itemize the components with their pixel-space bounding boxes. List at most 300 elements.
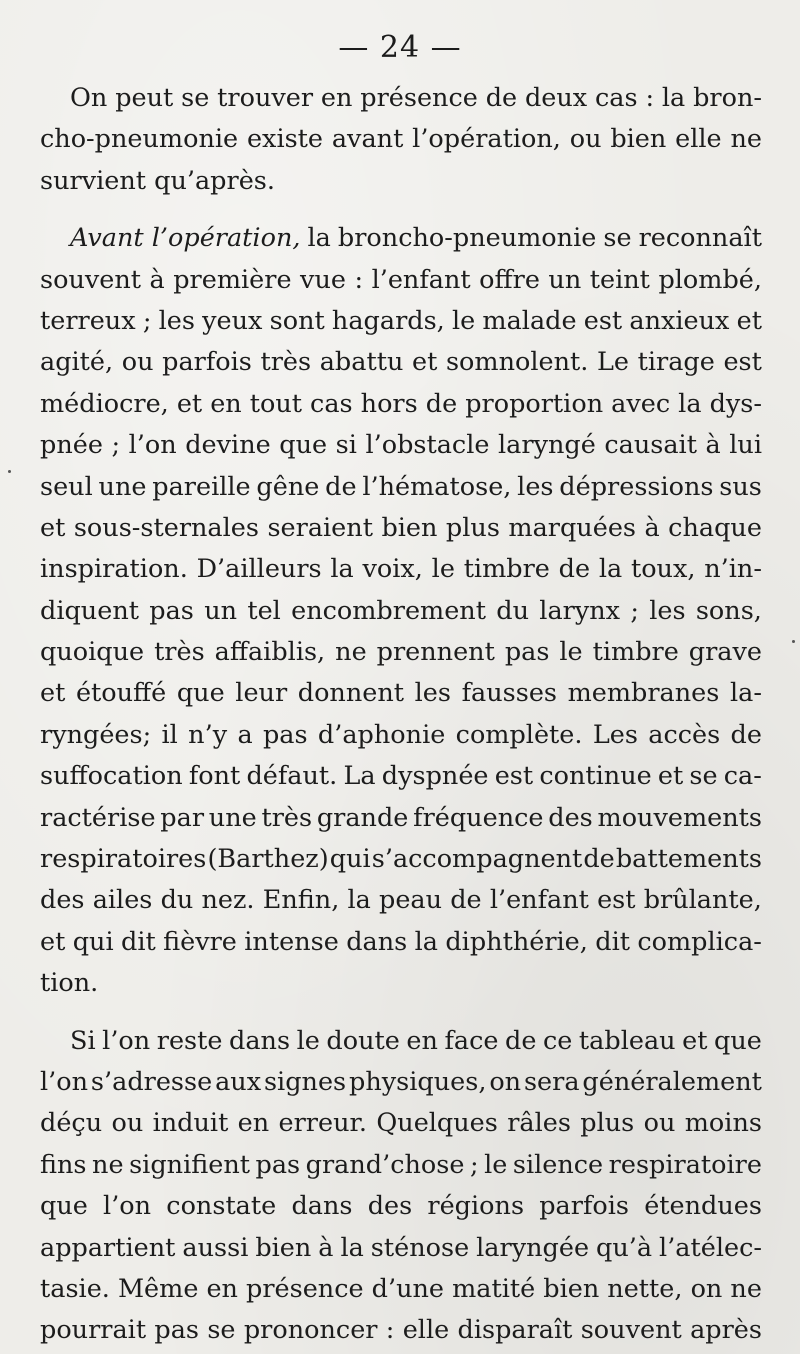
word: le bbox=[296, 1025, 320, 1056]
word: se bbox=[207, 1315, 236, 1346]
word: est bbox=[723, 347, 762, 378]
word: : bbox=[354, 264, 364, 295]
word: : bbox=[385, 1315, 395, 1346]
word: constate bbox=[166, 1191, 277, 1222]
word: du bbox=[496, 595, 530, 626]
word: erreur. bbox=[278, 1108, 368, 1139]
word: et bbox=[40, 512, 66, 543]
word: diquent bbox=[40, 595, 139, 626]
word: bien bbox=[610, 124, 667, 155]
text-line bbox=[40, 1021, 762, 1062]
word: de bbox=[505, 1025, 537, 1056]
word: : bbox=[645, 83, 655, 113]
word: deux bbox=[524, 83, 588, 113]
word: la bbox=[330, 554, 354, 585]
text-line bbox=[40, 1269, 762, 1310]
word: sont bbox=[269, 305, 325, 336]
word: pas bbox=[255, 1149, 301, 1180]
word: ne bbox=[92, 1149, 124, 1180]
word: tasie. bbox=[40, 1273, 110, 1304]
paragraph-2 bbox=[40, 218, 762, 1004]
word: et bbox=[736, 305, 762, 336]
word: dans bbox=[229, 1025, 291, 1056]
word: les bbox=[414, 678, 451, 709]
word: l’obstacle bbox=[365, 430, 490, 461]
word: pareille bbox=[152, 471, 251, 502]
word: se bbox=[603, 223, 632, 254]
word: d’une bbox=[371, 1273, 445, 1304]
word: en bbox=[320, 83, 353, 113]
word: aussi bbox=[182, 1232, 249, 1263]
word: les bbox=[517, 471, 554, 502]
word: ne bbox=[730, 1273, 762, 1304]
word: ailes bbox=[92, 885, 153, 916]
word: à bbox=[149, 264, 165, 295]
word: généralement bbox=[582, 1066, 762, 1097]
word: et bbox=[682, 1025, 708, 1056]
word: hagards, bbox=[331, 305, 445, 336]
word: dans bbox=[291, 1191, 353, 1222]
word: quoique bbox=[40, 637, 145, 668]
word: n’y bbox=[188, 719, 228, 750]
word: l’enfant bbox=[489, 885, 589, 916]
text-line bbox=[40, 632, 762, 673]
text-line bbox=[40, 119, 762, 160]
word: le bbox=[431, 554, 455, 585]
word: ne bbox=[335, 637, 367, 668]
word: souvent bbox=[580, 1315, 682, 1346]
word: encombrement bbox=[291, 595, 486, 626]
word: reconnaît bbox=[638, 223, 762, 254]
word: D’ailleurs bbox=[196, 554, 322, 585]
word: la bbox=[678, 388, 702, 419]
paragraph-3 bbox=[40, 1021, 762, 1352]
word: ou bbox=[111, 1108, 144, 1139]
text-line bbox=[40, 1310, 762, 1351]
word: a bbox=[237, 719, 253, 750]
word: ; bbox=[630, 595, 639, 626]
word: existe bbox=[246, 124, 324, 155]
word: et bbox=[657, 761, 684, 792]
word: somnolent. bbox=[445, 347, 589, 378]
word: dit bbox=[595, 926, 630, 957]
word: et bbox=[40, 926, 66, 957]
word: gêne bbox=[256, 471, 320, 502]
word: La bbox=[343, 761, 376, 792]
word: tableau bbox=[578, 1025, 676, 1056]
word: continue bbox=[539, 761, 652, 792]
word: malade bbox=[482, 305, 577, 336]
word: l’on bbox=[103, 1191, 152, 1222]
word: parfois bbox=[539, 1191, 629, 1222]
text-line bbox=[40, 1228, 762, 1269]
word: complica- bbox=[637, 926, 762, 957]
word: ractérise bbox=[40, 802, 156, 833]
word: dépressions bbox=[559, 471, 714, 502]
word: toux, bbox=[630, 554, 696, 585]
word: par bbox=[160, 802, 205, 833]
word: tirage bbox=[637, 347, 715, 378]
word: médiocre, bbox=[40, 388, 169, 419]
word: diphthérie, bbox=[445, 926, 588, 957]
word: le bbox=[484, 1149, 508, 1180]
text-line bbox=[40, 798, 762, 839]
word: s’adresse bbox=[90, 1066, 213, 1097]
word: font bbox=[188, 761, 241, 792]
text-line bbox=[40, 922, 762, 963]
word: on bbox=[690, 1273, 723, 1304]
word: l’opération, bbox=[412, 124, 561, 155]
word: se bbox=[181, 83, 210, 113]
word: pas bbox=[149, 595, 194, 626]
word: que bbox=[714, 1025, 762, 1056]
word: peut bbox=[115, 83, 174, 113]
text-line bbox=[40, 715, 762, 756]
word: lui bbox=[729, 430, 762, 461]
word: tout bbox=[249, 388, 303, 419]
word: reste bbox=[156, 1025, 223, 1056]
word: des bbox=[548, 802, 593, 833]
word: proportion bbox=[465, 388, 604, 419]
word: avant bbox=[331, 124, 404, 155]
word: la bbox=[414, 926, 438, 957]
word: ne bbox=[730, 124, 762, 155]
word: plombé, bbox=[658, 264, 762, 295]
word: défaut. bbox=[246, 761, 338, 792]
word: Quelques bbox=[376, 1108, 498, 1139]
word: que bbox=[176, 678, 225, 709]
word: dys- bbox=[709, 388, 762, 419]
word: de bbox=[558, 554, 591, 585]
word: on bbox=[489, 1066, 522, 1097]
word: et bbox=[40, 678, 66, 709]
word: ou bbox=[643, 1108, 676, 1139]
word: peau bbox=[379, 885, 443, 916]
word: étendues bbox=[644, 1191, 762, 1222]
word: grave bbox=[688, 637, 762, 668]
word: ; bbox=[111, 430, 121, 461]
word: Même bbox=[117, 1273, 199, 1304]
word: vue bbox=[300, 264, 346, 295]
word: cho-pneumonie bbox=[40, 124, 239, 155]
word: pas bbox=[504, 637, 550, 668]
text-line bbox=[40, 591, 762, 632]
word: seul bbox=[40, 471, 93, 502]
word: après bbox=[690, 1315, 762, 1346]
word: très bbox=[261, 802, 313, 833]
word: sténose bbox=[370, 1232, 470, 1263]
word: teint bbox=[589, 264, 650, 295]
word: dit bbox=[121, 926, 156, 957]
word: affaiblis, bbox=[214, 637, 326, 668]
word: la bbox=[347, 885, 371, 916]
word: si bbox=[335, 430, 357, 461]
word: disparaît bbox=[457, 1315, 573, 1346]
word: pnée bbox=[40, 430, 103, 461]
word: respiratoire bbox=[608, 1149, 762, 1180]
word: fièvre bbox=[163, 926, 237, 957]
word: elle bbox=[402, 1315, 450, 1346]
word: ce bbox=[543, 1025, 573, 1056]
word: chaque bbox=[668, 512, 762, 543]
text-line bbox=[40, 78, 762, 119]
text-line bbox=[40, 549, 762, 590]
word: timbre bbox=[463, 554, 550, 585]
margin-speck bbox=[792, 640, 795, 643]
text-line bbox=[40, 1103, 762, 1144]
word: de bbox=[425, 388, 458, 419]
word: respiratoires bbox=[40, 844, 207, 875]
word: grande bbox=[316, 802, 409, 833]
text-line bbox=[40, 260, 762, 301]
word: bien bbox=[255, 1232, 312, 1263]
text-line bbox=[40, 384, 762, 425]
word: dans bbox=[346, 926, 408, 957]
word: trouver bbox=[217, 83, 314, 113]
word: yeux bbox=[202, 305, 263, 336]
word: une bbox=[98, 471, 147, 502]
body-text bbox=[40, 78, 762, 1352]
word: se bbox=[689, 761, 718, 792]
word: inspiration. bbox=[40, 554, 188, 585]
word: très bbox=[154, 637, 205, 668]
word: nez. bbox=[201, 885, 255, 916]
word: pourrait bbox=[40, 1315, 147, 1346]
word: la- bbox=[729, 678, 762, 709]
word: complète. bbox=[455, 719, 583, 750]
word: la bbox=[661, 83, 686, 113]
word: ou bbox=[121, 347, 154, 378]
text-line bbox=[40, 342, 762, 383]
word: avec bbox=[611, 388, 671, 419]
word: silence bbox=[512, 1149, 604, 1180]
word: physiques, bbox=[349, 1066, 487, 1097]
word: ou bbox=[569, 124, 602, 155]
word: en bbox=[237, 1108, 270, 1139]
word: de bbox=[325, 471, 357, 502]
text-line bbox=[40, 1145, 762, 1186]
word: larynx bbox=[539, 595, 621, 626]
word: râles bbox=[507, 1108, 571, 1139]
word: qui bbox=[72, 926, 114, 957]
word: qu’à bbox=[596, 1232, 653, 1263]
word: présence bbox=[360, 83, 478, 113]
word: de bbox=[485, 83, 518, 113]
word: prononcer bbox=[243, 1315, 378, 1346]
word: ; bbox=[142, 305, 152, 336]
word: intense bbox=[244, 926, 339, 957]
word: en bbox=[406, 1025, 438, 1056]
text-line bbox=[40, 1186, 762, 1227]
text-line bbox=[40, 880, 762, 921]
word: Si bbox=[70, 1025, 96, 1056]
word: l’hématose, bbox=[362, 471, 512, 502]
word: pas bbox=[262, 719, 308, 750]
word: battements bbox=[615, 844, 762, 875]
page-number: — 24 — bbox=[338, 30, 462, 65]
text-line: tion. bbox=[40, 968, 99, 999]
word: plus bbox=[445, 512, 500, 543]
word: des bbox=[367, 1191, 413, 1222]
word: causait bbox=[604, 430, 697, 461]
word: qui bbox=[329, 844, 371, 875]
word: elle bbox=[675, 124, 722, 155]
word: pas bbox=[154, 1315, 200, 1346]
word: devine bbox=[185, 430, 271, 461]
word: le bbox=[451, 305, 476, 336]
word: donnent bbox=[297, 678, 405, 709]
word: à bbox=[318, 1232, 334, 1263]
word: déçu bbox=[40, 1108, 103, 1139]
word: bron- bbox=[693, 83, 762, 113]
word: Le bbox=[596, 347, 630, 378]
word: de bbox=[730, 719, 762, 750]
word: fréquence bbox=[413, 802, 544, 833]
word: et bbox=[412, 347, 438, 378]
word: dyspnée bbox=[381, 761, 489, 792]
word: l’enfant bbox=[371, 264, 471, 295]
word: un bbox=[204, 595, 238, 626]
word: aux bbox=[215, 1066, 262, 1097]
word: présence bbox=[246, 1273, 364, 1304]
word: doute bbox=[326, 1025, 400, 1056]
word: membranes bbox=[567, 678, 720, 709]
text-line: survient qu’après. bbox=[40, 165, 275, 196]
word: plus bbox=[580, 1108, 635, 1139]
text-line bbox=[40, 301, 762, 342]
word: la bbox=[307, 223, 331, 254]
word: en bbox=[206, 1273, 238, 1304]
word: suffocation bbox=[40, 761, 183, 792]
text-line bbox=[40, 218, 762, 259]
word: matité bbox=[452, 1273, 536, 1304]
word: On bbox=[70, 83, 108, 113]
word: laryngée bbox=[476, 1232, 590, 1263]
word: les bbox=[158, 305, 195, 336]
word: broncho-pneumonie bbox=[337, 223, 597, 254]
word: nette, bbox=[607, 1273, 683, 1304]
word: bien bbox=[543, 1273, 600, 1304]
word: moins bbox=[684, 1108, 762, 1139]
word: cas bbox=[310, 388, 353, 419]
word: régions bbox=[427, 1191, 525, 1222]
word: grand’chose bbox=[305, 1149, 465, 1180]
word: agité, bbox=[40, 347, 114, 378]
word: Enfin, bbox=[262, 885, 340, 916]
margin-speck bbox=[8, 470, 11, 473]
word: (Barthez) bbox=[207, 844, 329, 875]
italic-lead: Avant l’opération, bbox=[70, 223, 301, 254]
word: n’in- bbox=[704, 554, 762, 585]
word: la bbox=[340, 1232, 364, 1263]
word: les bbox=[649, 595, 686, 626]
word: sera bbox=[523, 1066, 580, 1097]
word: l’on bbox=[40, 1066, 89, 1097]
paragraph-1 bbox=[40, 78, 762, 202]
word: fausses bbox=[461, 678, 557, 709]
word: l’on bbox=[128, 430, 177, 461]
word: bien bbox=[381, 512, 438, 543]
word: brûlante, bbox=[643, 885, 762, 916]
word: appartient bbox=[40, 1232, 176, 1263]
word: sous-sternales bbox=[73, 512, 259, 543]
word: la bbox=[598, 554, 623, 585]
word: parfois bbox=[162, 347, 252, 378]
word: face bbox=[444, 1025, 499, 1056]
word: souvent bbox=[40, 264, 142, 295]
word: un bbox=[548, 264, 582, 295]
word: abattu bbox=[319, 347, 404, 378]
word: première bbox=[173, 264, 292, 295]
text-line bbox=[40, 508, 762, 549]
word: une bbox=[208, 802, 257, 833]
word: ryngées; bbox=[40, 719, 152, 750]
word: le bbox=[559, 637, 583, 668]
word: laryngé bbox=[498, 430, 596, 461]
word: signifient bbox=[129, 1149, 250, 1180]
word: voix, bbox=[362, 554, 423, 585]
word: de bbox=[450, 885, 482, 916]
word: de bbox=[583, 844, 615, 875]
text-line bbox=[40, 1062, 762, 1103]
word: Les bbox=[592, 719, 638, 750]
word: sons, bbox=[695, 595, 762, 626]
word: s’accompagnent bbox=[371, 844, 583, 875]
word: il bbox=[161, 719, 178, 750]
word: hors bbox=[360, 388, 418, 419]
word: est bbox=[583, 305, 623, 336]
word: leur bbox=[235, 678, 288, 709]
word: sus bbox=[719, 471, 762, 502]
text-line bbox=[40, 425, 762, 466]
text-line bbox=[40, 673, 762, 714]
word: tel bbox=[247, 595, 281, 626]
word: cas bbox=[595, 83, 638, 113]
word: marquées bbox=[508, 512, 636, 543]
word: l’on bbox=[102, 1025, 151, 1056]
word: à bbox=[705, 430, 721, 461]
word: ca- bbox=[723, 761, 762, 792]
word: offre bbox=[479, 264, 540, 295]
word: et bbox=[176, 388, 203, 419]
word: que bbox=[40, 1191, 88, 1222]
word: timbre bbox=[592, 637, 679, 668]
word: est bbox=[494, 761, 534, 792]
word: fins bbox=[40, 1149, 87, 1180]
word: à bbox=[644, 512, 660, 543]
word: signes bbox=[263, 1066, 347, 1097]
text-line bbox=[40, 756, 762, 797]
word: accès bbox=[648, 719, 721, 750]
word: des bbox=[40, 885, 85, 916]
text-line bbox=[40, 839, 762, 880]
word: du bbox=[160, 885, 194, 916]
word: est bbox=[597, 885, 636, 916]
word: ; bbox=[469, 1149, 479, 1180]
word: terreux bbox=[40, 305, 136, 336]
text-line bbox=[40, 467, 762, 508]
word: mouvements bbox=[597, 802, 762, 833]
word: anxieux bbox=[629, 305, 730, 336]
word: très bbox=[260, 347, 312, 378]
word: d’aphonie bbox=[317, 719, 446, 750]
word: que bbox=[279, 430, 328, 461]
word: prennent bbox=[376, 637, 495, 668]
word: étouffé bbox=[75, 678, 167, 709]
word: seraient bbox=[267, 512, 373, 543]
word: induit bbox=[152, 1108, 229, 1139]
word: l’atélec- bbox=[659, 1232, 762, 1263]
